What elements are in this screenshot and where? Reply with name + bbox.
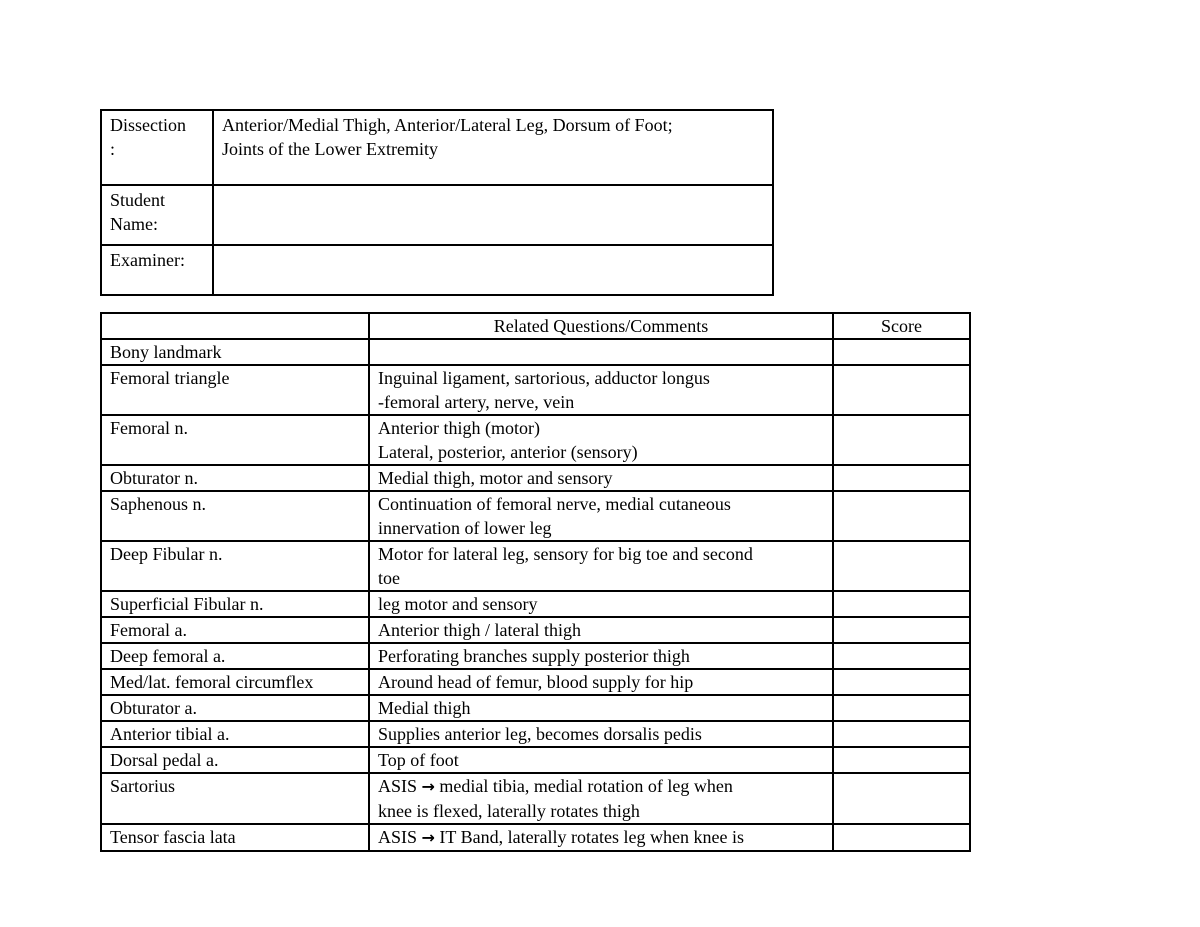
row-comment: Medial thigh: [369, 695, 833, 721]
row-score-field[interactable]: [833, 491, 970, 541]
table-row: [101, 617, 970, 643]
row-score-field[interactable]: [833, 721, 970, 747]
table-row: [101, 773, 970, 824]
row-item: Femoral a.: [101, 617, 369, 643]
student-name-field[interactable]: [213, 185, 773, 245]
row-score-field[interactable]: [833, 365, 970, 415]
table-row: [101, 491, 970, 541]
row-item: Superficial Fibular n.: [101, 591, 369, 617]
table-row: [101, 591, 970, 617]
header-score: Score: [833, 313, 970, 339]
row-score-field[interactable]: [833, 617, 970, 643]
row-comment: [369, 824, 833, 851]
dissection-info-table: [100, 109, 774, 296]
row-item: Tensor fascia lata: [101, 824, 369, 851]
student-name-label: Student Name:: [101, 185, 213, 245]
row-item: Deep Fibular n.: [101, 541, 369, 591]
row-item: Bony landmark: [101, 339, 369, 365]
table-row: [101, 365, 970, 415]
comment-detail: medial tibia, medial rotation of leg when knee is flexed, laterally rotates thigh: [378, 776, 733, 821]
table-row: [101, 643, 970, 669]
arrow-right-icon: →: [421, 828, 435, 847]
row-item: Obturator a.: [101, 695, 369, 721]
row-score-field[interactable]: [833, 541, 970, 591]
row-score-field[interactable]: [833, 669, 970, 695]
table-row: [101, 541, 970, 591]
examiner-label: Examiner:: [101, 245, 213, 295]
row-item: Obturator n.: [101, 465, 369, 491]
header-comments: Related Questions/Comments: [369, 313, 833, 339]
row-comment: [369, 773, 833, 824]
row-comment: Medial thigh, motor and sensory: [369, 465, 833, 491]
row-score-field[interactable]: [833, 824, 970, 851]
row-comment: Perforating branches supply posterior thigh: [369, 643, 833, 669]
table-row: [101, 695, 970, 721]
checklist-body: [101, 313, 970, 851]
comment-detail: IT Band, laterally rotates leg when knee is: [434, 827, 744, 847]
row-item: Sartorius: [101, 773, 369, 824]
table-row: [101, 721, 970, 747]
row-comment: Supplies anterior leg, becomes dorsalis pedis: [369, 721, 833, 747]
row-item: Deep femoral a.: [101, 643, 369, 669]
row-score-field[interactable]: [833, 465, 970, 491]
table-row: [101, 669, 970, 695]
row-comment: Inguinal ligament, sartorious, adductor longus -femoral artery, nerve, vein: [369, 365, 833, 415]
row-score-field[interactable]: [833, 415, 970, 465]
row-item: Saphenous n.: [101, 491, 369, 541]
dissection-checklist-table: [100, 312, 971, 852]
row-item: Femoral triangle: [101, 365, 369, 415]
table-row: [101, 824, 970, 851]
comment-origin: ASIS: [378, 776, 418, 796]
row-comment: Anterior thigh / lateral thigh: [369, 617, 833, 643]
row-comment: Motor for lateral leg, sensory for big toe and second toe: [369, 541, 833, 591]
row-item: Anterior tibial a.: [101, 721, 369, 747]
table-row: [101, 415, 970, 465]
info-row-student: [101, 185, 773, 245]
row-score-field[interactable]: [833, 695, 970, 721]
info-row-examiner: [101, 245, 773, 295]
row-comment: leg motor and sensory: [369, 591, 833, 617]
table-row: [101, 747, 970, 773]
row-comment: Around head of femur, blood supply for hip: [369, 669, 833, 695]
table-header-row: [101, 313, 970, 339]
row-item: Femoral n.: [101, 415, 369, 465]
row-comment: Continuation of femoral nerve, medial cutaneous innervation of lower leg: [369, 491, 833, 541]
row-item: Dorsal pedal a.: [101, 747, 369, 773]
row-score-field[interactable]: [833, 773, 970, 824]
row-score-field[interactable]: [833, 591, 970, 617]
row-score-field[interactable]: [833, 643, 970, 669]
row-score-field[interactable]: [833, 747, 970, 773]
examiner-field[interactable]: [213, 245, 773, 295]
row-item: Med/lat. femoral circumflex: [101, 669, 369, 695]
info-row-dissection: [101, 110, 773, 185]
table-row: [101, 339, 970, 365]
row-comment: Top of foot: [369, 747, 833, 773]
row-comment: Anterior thigh (motor) Lateral, posterior, anterior (sensory): [369, 415, 833, 465]
row-score-field[interactable]: [833, 339, 970, 365]
dissection-label: Dissection :: [101, 110, 213, 185]
header-item: [101, 313, 369, 339]
comment-origin: ASIS: [378, 827, 418, 847]
row-comment: [369, 339, 833, 365]
arrow-right-icon: →: [421, 777, 435, 796]
dissection-value: Anterior/Medial Thigh, Anterior/Lateral Leg, Dorsum of Foot; Joints of the Lower Extremity: [213, 110, 773, 185]
table-row: [101, 465, 970, 491]
